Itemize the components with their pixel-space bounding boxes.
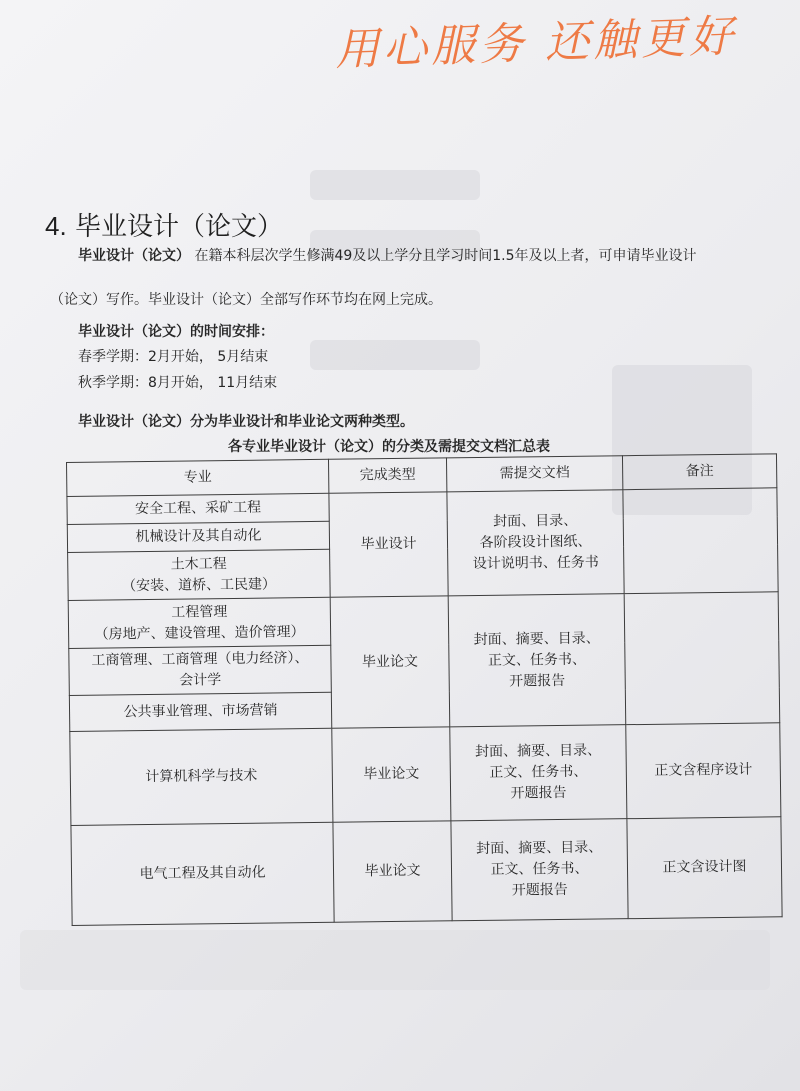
schedule-title: 毕业设计（论文）的时间安排：	[78, 324, 274, 340]
table-title: 各专业毕业设计（论文）的分类及需提交文档汇总表	[228, 439, 550, 455]
cell-major: 工商管理、工商管理（电力经济）、 会计学	[69, 645, 332, 695]
cell-docs: 封面、摘要、目录、 正文、任务书、 开题报告	[450, 725, 627, 821]
bleed-through-block	[310, 340, 480, 370]
cell-docs: 封面、目录、 各阶段设计图纸、 设计说明书、任务书	[447, 490, 624, 596]
header-note: 备注	[622, 454, 776, 490]
cell-type: 毕业论文	[330, 596, 450, 728]
intro-paragraph-line2: （论文）写作。毕业设计（论文）全部写作环节均在网上完成。	[50, 292, 442, 308]
intro-lead: 毕业设计（论文）	[78, 248, 190, 264]
cell-docs: 封面、摘要、目录、 正文、任务书、 开题报告	[451, 819, 628, 921]
cell-major: 机械设计及其自动化	[67, 521, 329, 552]
section-number: 4.	[45, 211, 67, 241]
slogan-handwritten: 用心服务 还触更好	[334, 10, 738, 76]
cell-note: 正文含程序设计	[626, 723, 781, 819]
cell-note: 正文含设计图	[627, 817, 782, 919]
bleed-through-block	[20, 930, 770, 990]
header-type: 完成类型	[328, 458, 446, 493]
cell-major: 土木工程 （安装、道桥、工民建）	[68, 549, 331, 600]
schedule-autumn: 秋季学期：8月开始， 11月结束	[78, 375, 278, 391]
table-row	[68, 592, 779, 649]
cell-type: 毕业设计	[329, 492, 448, 597]
bleed-through-block	[310, 170, 480, 200]
header-major: 专业	[67, 459, 329, 496]
cell-type: 毕业论文	[333, 821, 452, 922]
cell-note	[624, 592, 780, 725]
cell-major: 计算机科学与技术	[70, 728, 333, 825]
cell-docs: 封面、摘要、目录、 正文、任务书、 开题报告	[448, 594, 626, 727]
schedule-spring: 春季学期：2月开始， 5月结束	[78, 349, 269, 365]
cell-major: 电气工程及其自动化	[71, 822, 334, 925]
summary-table	[66, 453, 782, 922]
cell-note	[623, 488, 778, 594]
section-heading	[45, 206, 283, 243]
section-title: 毕业设计（论文）	[74, 212, 283, 242]
cell-major: 公共事业管理、市场营销	[69, 692, 331, 731]
cell-major: 工程管理 （房地产、建设管理、造价管理）	[68, 597, 331, 648]
cell-type: 毕业论文	[332, 727, 451, 822]
intro-paragraph	[78, 242, 768, 270]
types-note: 毕业设计（论文）分为毕业设计和毕业论文两种类型。	[78, 414, 414, 430]
table-row	[71, 817, 782, 926]
cell-major: 安全工程、采矿工程	[67, 493, 329, 524]
intro-text: 在籍本科层次学生修满49及以上学分且学习时间1.5年及以上者，可申请毕业设计	[194, 248, 697, 264]
header-docs: 需提交文档	[446, 456, 622, 492]
table-row	[70, 723, 781, 826]
